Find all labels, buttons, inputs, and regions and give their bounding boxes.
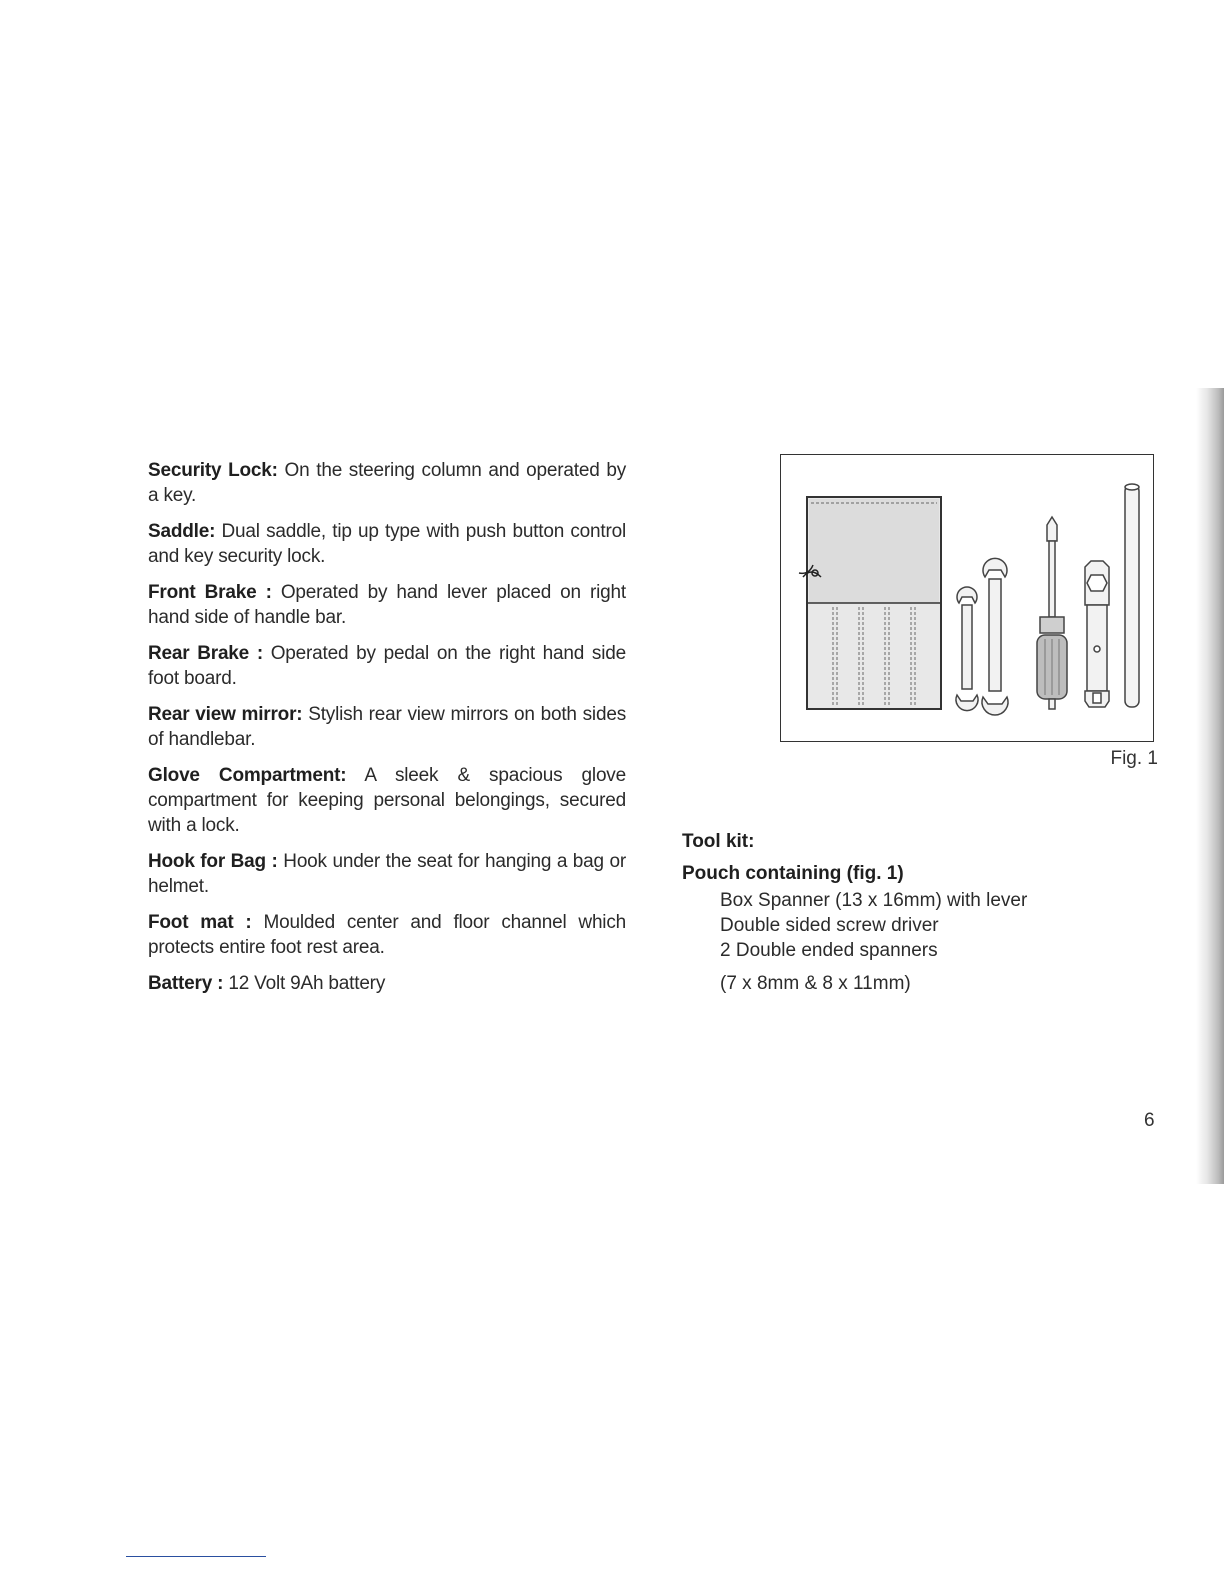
feature-rear-brake: Rear Brake : Operated by pedal on the right hand side foot board.: [148, 643, 626, 689]
scan-edge-shadow: [1196, 388, 1224, 1184]
figure-caption: Fig. 1: [1110, 748, 1158, 769]
feature-security-lock: Security Lock: On the steering column and operated by a key.: [148, 460, 627, 506]
box-spanner-icon: [1085, 561, 1109, 707]
toolkit-item: (7 x 8mm & 8 x 11mm): [720, 973, 911, 994]
lever-rod-icon: [1125, 484, 1139, 707]
page-number: 6: [1144, 1110, 1155, 1131]
footnote-divider: [126, 1556, 266, 1557]
spanner-small-icon: [956, 587, 978, 711]
toolkit-section: [682, 830, 1162, 996]
toolkit-title: Tool kit:: [682, 831, 755, 852]
feature-front-brake: Front Brake : Operated by hand lever placed on right hand side of handle bar.: [148, 582, 626, 628]
feature-rear-view-mirror: Rear view mirror: Stylish rear view mirrors on both sides of handlebar.: [148, 704, 626, 750]
feature-foot-mat: Foot mat : Moulded center and floor channel which protects entire foot rest area.: [148, 912, 626, 958]
feature-battery: Battery : 12 Volt 9Ah battery: [148, 973, 386, 994]
screwdriver-icon: [1037, 517, 1067, 709]
toolkit-list: [720, 888, 1162, 996]
tool-pouch-icon: [799, 497, 941, 709]
toolkit-illustration: [781, 455, 1153, 741]
spanner-large-icon: [982, 558, 1008, 715]
features-column: [148, 458, 626, 1007]
toolkit-subtitle: Pouch containing (fig. 1): [682, 863, 904, 884]
toolkit-figure: [780, 454, 1154, 742]
feature-hook-for-bag: Hook for Bag : Hook under the seat for hanging a bag or helmet.: [148, 851, 626, 897]
toolkit-item: Box Spanner (13 x 16mm) with lever: [720, 890, 1028, 911]
toolkit-item: 2 Double ended spanners: [720, 940, 938, 961]
toolkit-item: Double sided screw driver: [720, 915, 939, 936]
feature-glove-compartment: Glove Compartment: A sleek & spacious glove compartment for keeping personal belongings, secured with a lock.: [148, 765, 626, 836]
feature-saddle: Saddle: Dual saddle, tip up type with push button control and key security lock.: [148, 521, 626, 567]
